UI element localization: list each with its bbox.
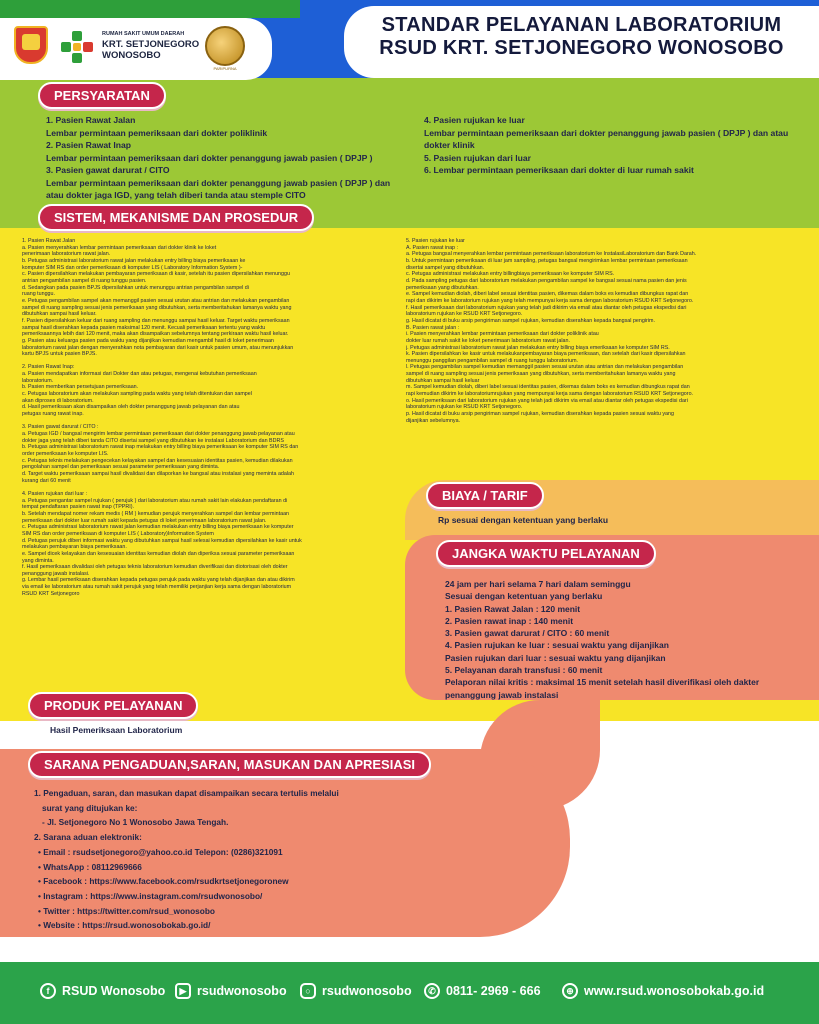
text-line: [22, 358, 400, 365]
text-line: j. Petugas administrasi laboratorium rawat jalan melakukan entry billing biaya emeriksaan ke komputer SIM RS.: [406, 344, 670, 351]
sarana-bullet-item[interactable]: [34, 860, 339, 875]
sarana-line: surat yang ditujukan ke:: [42, 802, 138, 813]
crest-emblem: [22, 34, 40, 50]
youtube-icon: ▶: [175, 983, 191, 999]
sarana-bullet-item[interactable]: [34, 904, 339, 919]
text-line: sampel di ruang sampling sesuai jenis pemeriksaan yang dibutuhkan, serta memberitahukan lamanya waktu yang: [406, 371, 676, 378]
text-line: SIM RS dan order pemeriksaan di komputer LIS ( Laboratory)Information System: [22, 530, 214, 537]
accreditation-medal-icon: [205, 26, 245, 66]
text-line: f. Hasil pemeriksaan divalidasi oleh petugas teknis laboratorium kemudian diverifikasi dan diotorisasi oleh dokter: [22, 564, 288, 571]
text-line: pemeriksaan yang dibutuhkan.: [406, 284, 479, 291]
text-line: atau dokter jaga IGD, yang telah diberi tanda atau stemple CITO: [46, 190, 306, 200]
bullet-icon: •: [38, 846, 44, 857]
text-line: b. Petugas administrasi laboratorium rawat inap melakukan entry billing biaya pemeriksaan ke komputer SIM RS dan: [22, 444, 299, 451]
bullet-icon: •: [38, 861, 44, 872]
sarana-bullet-text: WhatsApp : 08112969666: [43, 861, 142, 872]
text-line: disertai sampel yang dibutuhkan.: [406, 264, 485, 271]
text-line: B. Pasien rawat jalan :: [406, 324, 460, 331]
text-line: 4. Pasien rujukan ke luar: [424, 115, 525, 125]
text-line: order pemeriksaan ke komputer LIS.: [22, 451, 109, 457]
persyaratan-heading: PERSYARATAN: [38, 82, 166, 109]
text-line: dijanjikan sebelumnya.: [406, 417, 461, 424]
footer-whatsapp[interactable]: [424, 983, 541, 999]
sistem-left-column: [22, 238, 400, 597]
footer-facebook[interactable]: [40, 983, 165, 999]
text-line: 5. Pelayanan darah transfusi : 60 menit: [445, 665, 603, 676]
text-line: f. Hasil pemeriksaan dari laboratorium rujukan yang telah jadi dikirim via email atau diantar oleh petugas ekspedisi dari: [406, 304, 687, 311]
header-green-accent: [0, 0, 300, 18]
page-title-line1: STANDAR PELAYANAN LABORATORIUM: [381, 14, 782, 36]
sarana-bullet-item[interactable]: [34, 845, 339, 860]
text-line: A. Pasien rawat inap :: [406, 244, 458, 251]
text-line: sampai hasil diserahkan kepada pasien maksimal 120 menit. Kecuali pemeriksaan tertentu yang waktu: [22, 324, 266, 331]
text-line: 1. Pasien Rawat Jalan: [22, 238, 76, 244]
text-line: petugas ruang rawat inap.: [22, 411, 84, 418]
bullet-icon: •: [38, 905, 44, 916]
text-line: g. Pasien atau keluarga pasien pada waktu yang dijanjikan kemudian mengambil hasil di loket penerimaan: [22, 337, 274, 344]
text-line: e. Sampel dicek kelayakan dan kesesuaian identitas kemudian diolah dan diperiksa sesuai parameter pemeriksaan: [22, 550, 295, 557]
text-line: 2. Pasien Rawat Inap: [46, 140, 132, 150]
jangka-waktu-list: [445, 578, 759, 701]
text-line: a. Petugas pengantar sampel rujukan ( perujuk ) dari laboratorium atau rumah sakit lain elakukan pendaftaran di: [22, 497, 288, 504]
text-line: e. Sampel kemudian diolah, diberi label sesuai identitas pasien, dikemas dalam boks es kemudian dibungkus rapat dan: [406, 291, 689, 298]
text-line: d. Hasil pemeriksaan akan disampaikan oleh dokter penanggung jawab pelayanan dan atau: [22, 404, 240, 411]
text-line: c. Petugas administrasi laboratorium rawat jalan kemudian melakukan entry billing biaya pemeriksaan ke komputer: [22, 524, 294, 531]
hospital-name-line1: KRT. SETJONEGORO: [102, 39, 200, 50]
text-line: pengolahan sampel dan pemeriksaan sesuai parameter pemeriksaan yang diminta.: [22, 464, 220, 471]
text-line: dibutuhkan sampai hasil keluar: [406, 377, 480, 384]
text-line: f. Pasien dipersilahkan keluar dari ruang sampling dan menunggu sampai hasil keluar. Target waktu pemeriksaan: [22, 317, 290, 324]
text-line: o. Hasil pemeriksaan dari laboratorium rujukan yang telah jadi dikirim via email atau diantar oleh petugas ekspedisi dari: [406, 397, 688, 404]
text-line: Lembar permintaan pemeriksaan dari dokter penanggung jawab pasien ( DPJP ): [46, 152, 373, 163]
hospital-caption: RUMAH SAKIT UMUM DAERAH: [102, 31, 185, 37]
sarana-bullet-item[interactable]: [34, 874, 339, 889]
text-line: pemeriksaannya lebih dari 120 menit, maka akan disampaikan sebelumnya tentang perkiraan waktu hasil keluar.: [22, 331, 289, 338]
text-line: 6. Lembar permintaan pemeriksaan dari dokter di luar rumah sakit: [424, 165, 694, 175]
text-line: 3. Pasien gawat darurat / CITO: [46, 165, 170, 175]
hospital-name-line2: WONOSOBO: [102, 50, 161, 61]
text-line: tempat pendaftaran pasien rawat inap (TPPRI).: [22, 504, 134, 511]
instagram-icon: ○: [300, 983, 316, 999]
text-line: kartu BPJS untuk pasien BPJS.: [22, 351, 97, 358]
text-line: via email ke laboratorium atau rumah sakit perujuk yang telah memiliki perjanjian kerja sama dengan laboratorium: [22, 584, 292, 591]
footer-website-label: www.rsud.wonosobokab.go.id: [584, 984, 765, 998]
text-line: c. Pasien dipersilahkan melakukan pembayaran pemeriksaan di kasir, setelah itu pasien dipersilahkan menunggu: [22, 271, 290, 278]
text-line: [22, 484, 400, 491]
globe-icon: ⊕: [562, 983, 578, 999]
persyaratan-right-list: [424, 114, 788, 177]
text-line: [22, 418, 400, 425]
text-line: penanggung jawab instalasi.: [22, 570, 90, 577]
text-line: akan diproses di laboratorium.: [22, 397, 94, 404]
text-line: 24 jam per hari selama 7 hari dalam seminggu: [445, 579, 631, 589]
sarana-heading: SARANA PENGADUAN,SARAN, MASUKAN DAN APRESIASI: [28, 751, 431, 778]
text-line: dokter luar rumah sakit ke loket penerimaan laboratorium rawat jalan.: [406, 337, 570, 344]
text-line: b. Pasien memberikan persetujuan pemeriksaan.: [22, 384, 139, 391]
text-line: rapi dan dikirim ke laboratorium rujukan yang telah mempunyai kerja sama dengan laboratorium RSUD KRT Setjonegoro.: [406, 297, 694, 304]
text-line: yang diminta.: [22, 557, 54, 564]
whatsapp-icon: ✆: [424, 983, 440, 999]
text-line: laboratorium rujukan ke RSUD KRT Setjonegoro.: [406, 311, 523, 318]
bullet-icon: •: [38, 890, 44, 901]
text-line: c. Petugas administrasi melakukan entry billingbiaya pemeriksaan ke komputer SIM RS.: [406, 271, 615, 278]
text-line: c. Petugas teknis melakukan pengecekan kelayakan sampel dan kesesuaian identitas pasien, kemudian dilakukan: [22, 457, 293, 464]
text-line: b. Setelah mendapat nomer rekam medis ( RM ) kemudian perujuk menyerahkan sampel dan lembar permintaan: [22, 510, 290, 517]
text-line: 1. Pasien Rawat Jalan: [46, 115, 136, 125]
sarana-bullet-list: [34, 845, 339, 933]
text-line: a. Pasien mendapatkan informasi dari Dokter dan atau petugas, mengenai kebutuhan pemeriksaan: [22, 371, 257, 378]
text-line: d. Pada sampling petugas dari laboratorium melakukan pengambilan sampel ke bangsal sesuai nama pasien dan jenis: [406, 277, 687, 284]
footer-youtube-label: rsudwonosobo: [197, 984, 287, 998]
biaya-heading: BIAYA / TARIF: [426, 482, 544, 509]
sarana-line: 1. Pengaduan, saran, dan masukan dapat disampaikan secara tertulis melalui: [34, 788, 339, 798]
text-line: d. Sedangkan pada pasien BPJS dipersilahkan untuk menunggu antrian pengambilan sampel di: [22, 284, 249, 291]
footer-youtube[interactable]: [175, 983, 287, 999]
sarana-bullet-text: Website : https://rsud.wonosobokab.go.id/: [43, 920, 211, 931]
text-line: a. Pasien menyerahkan lembar permintaan pemeriksaan dari dokter klinik ke loket: [22, 244, 217, 251]
sarana-bullet-text: Instagram : https://www.instagram.com/rsudwonosobo/: [43, 890, 263, 901]
text-line: penanggung jawab instalasi: [445, 689, 559, 700]
text-line: d. Target waktu pemeriksaan sampai hasil divalidasi dan dilaporkan ke bangsal atau instalasi yang meminta adalah: [22, 470, 294, 477]
text-line: 2. Pasien Rawat Inap:: [22, 364, 75, 371]
text-line: menunggu panggilan pengambilan sampel di ruang tunggu laboratorium.: [406, 357, 579, 364]
text-line: ruang tunggu.: [22, 291, 55, 298]
page-title-line2: RSUD KRT. SETJONEGORO WONOSOBO: [379, 37, 784, 59]
text-line: a. Petugas bangsal menyerahkan lembar permintaan pemeriksaan laboratorium ke InstalasiLaboratorium dan Bank Darah.: [406, 251, 697, 258]
hospital-cross-logo-icon: [60, 30, 94, 64]
text-line: b. Untuk permintaan pemeriksaan di luar jam sampling, petugas bangsal mengirimkan lembar permintaan pemeriksaan: [406, 257, 688, 264]
footer-facebook-label: RSUD Wonosobo: [62, 984, 166, 998]
text-line: g. Hasil dicatat di buku arsip pengiriman sampel rujukan, kemudian diserahkan kepada bangsal pengirim.: [406, 317, 655, 324]
text-line: g. Lembar hasil pemeriksaan diserahkan kepada petugas perujuk pada waktu yang telah dijanjikan dan atau dikirim: [22, 577, 295, 584]
text-line: RSUD KRT Setjonegoro: [22, 590, 80, 597]
text-line: 4. Pasien rujukan ke luar : sesuai waktu yang dijanjikan: [445, 640, 669, 651]
text-line: penerimaan laboratorium rawat jalan.: [22, 251, 111, 258]
sarana-bullet-item[interactable]: [34, 918, 339, 933]
footer-instagram[interactable]: [300, 983, 412, 999]
text-line: k. Pasien dipersilahkan ke kasir untuk melakukanpembayaran biaya pemeriksaan, dan setelah dari kasir dipersilahkan: [406, 351, 686, 358]
bullet-icon: •: [38, 920, 44, 931]
text-line: b. Petugas administrasi laboratorium rawat jalan melakukan entry billing biaya pemeriksaan ke: [22, 257, 246, 264]
text-line: Pelaporan nilai kritis : maksimal 15 menit setelah hasil diverifikasi oleh dakter: [445, 677, 760, 688]
text-line: m. Sampel kemudian diolah, diberi label sesuai identitas pasien, dikemas dalam boks es kemudian dibungkus rapat dan: [406, 384, 690, 391]
text-line: p. Hasil dicatat di buku arsip pengiriman sampel rujukan, kemudian diserahkan kepada pasien sesuai waktu yang: [406, 411, 674, 418]
text-line: 3. Pasien gawat darurat / CITO : 60 menit: [445, 628, 610, 639]
footer-whatsapp-label: 0811- 2969 - 666: [446, 984, 541, 998]
sarana-bullet-text: Twitter : https://twitter.com/rsud_wonosobo: [43, 905, 215, 916]
text-line: a. Petugas IGD / bangsal mengirim lembar permintaan pemeriksaan dari dokter penanggung jawab pelayanan atau: [22, 431, 295, 438]
text-line: l. Petugas pengambilan sampel kemudian memanggil pasien sesuai urutan atau antrian dan melakukan pengambilan: [406, 364, 684, 371]
text-line: 4. Pasien rujukan dari luar :: [22, 490, 88, 497]
text-line: dokter jaga yang telah diberi tanda CITO disertai sampel yang dibutuhkan ke instalasi Laboratorium dan BDRS: [22, 437, 284, 444]
text-line: 3. Pasien gawat darurat / CITO :: [22, 424, 99, 431]
sarana-content: [34, 786, 339, 933]
text-line: Lembar permintaan pemeriksaan dari dokter poliklinik: [46, 127, 268, 138]
text-line: komputer SIM RS dan order pemeriksaan di komputer LIS ( Laboratory Information System )-: [22, 264, 243, 271]
text-line: rapi kemudian dikirim ke laboratoriumrujukan yang mempunyai kerja sama dengan laboratorium RSUD KRT Setjonegoro.: [406, 391, 694, 398]
text-line: dokter klinik: [424, 140, 475, 150]
text-line: pemeriksaan dari dokter luar rumah sakit kepada petugas di loket penerimaan laboratorium rawat jalan.: [22, 517, 267, 524]
text-line: 1. Pasien Rawat Jalan : 120 menit: [445, 603, 581, 614]
produk-heading: PRODUK PELAYANAN: [28, 692, 198, 719]
sarana-bullet-text: Facebook : https://www.facebook.com/rsudkrtsetjonegoronew: [43, 876, 289, 887]
text-line: dibutuhkan sampai hasil keluar.: [22, 311, 97, 318]
text-line: Pasien rujukan dari luar : sesuai waktu yang dijanjikan: [445, 652, 666, 663]
text-line: antrian pengambilan sampel di ruang tunggu pasien.: [22, 277, 147, 284]
sarana-address: - Jl. Setjonegoro No 1 Wonosobo Jawa Tengah.: [42, 817, 229, 828]
biaya-text: Rp sesuai dengan ketentuan yang berlaku: [438, 515, 609, 525]
text-line: kurang dari 60 menit: [22, 477, 71, 484]
jangka-waktu-heading: JANGKA WAKTU PELAYANAN: [436, 540, 656, 567]
text-line: 5. Pasien rujukan ke luar: [406, 238, 465, 244]
text-line: laboratorium.: [22, 377, 54, 384]
persyaratan-left-list: [46, 114, 390, 202]
text-line: 5. Pasien rujukan dari luar: [424, 152, 531, 163]
text-line: e. Petugas pengambilan sampel akan memanggil pasien sesuai urutan atau antrian dan melakukan pengambilan: [22, 297, 290, 304]
sistem-right-column: [406, 238, 786, 424]
text-line: i. Pasien menyerahkan lembar permintaan pemeriksaan dari dokter poliklinik atau: [406, 331, 599, 338]
sarana-bullet-text: Email : rsudsetjonegoro@yahoo.co.id Telepon: (0286)321091: [43, 846, 283, 857]
facebook-icon: f: [40, 983, 56, 999]
sarana-line: 2. Sarana aduan elektronik:: [34, 832, 142, 843]
text-line: laboratorium rawat jalan dengan menyerahkan nota pembayaran dari kasir untuk pasien umum, atau menunjukkan: [22, 344, 294, 351]
text-line: 2. Pasien rawat inap : 140 menit: [445, 615, 574, 626]
text-line: Lembar permintaan pemeriksaan dari dokter penanggung jawab pasien ( DPJP ) dan atau: [424, 127, 789, 138]
text-line: melakukan pembayaran biaya pemeriksaan.: [22, 544, 127, 551]
sarana-bullet-item[interactable]: [34, 889, 339, 904]
footer-instagram-label: rsudwonosobo: [322, 984, 412, 998]
footer-website[interactable]: [562, 983, 764, 999]
sistem-heading: SISTEM, MEKANISME DAN PROSEDUR: [38, 204, 314, 231]
medal-caption: PARIPURNA: [213, 66, 237, 71]
text-line: laboratorium rujukan ke RSUD KRT Setjonegoro.: [406, 404, 523, 411]
text-line: Sesuai dengan ketentuan yang berlaku: [445, 591, 603, 602]
bullet-icon: •: [38, 876, 44, 887]
text-line: d. Petugas perujuk diberi informasi waktu yang dibutuhkan sampai hasil selesai kemudian dipersilahkan ke kasir untuk: [22, 537, 302, 544]
text-line: c. Petugas laboratorium akan melakukan sampling pada waktu yang telah ditentukan dan sampel: [22, 391, 252, 398]
produk-text: Hasil Pemeriksaan Laboratorium: [50, 725, 183, 735]
text-line: Lembar permintaan pemeriksaan dari dokter penanggung jawab pasien ( DPJP ) dan: [46, 177, 391, 188]
text-line: sampel di ruang sampling sesuai jenis pemeriksaan yang dibutuhkan, serta memberitahukan lamanya waktu yang: [22, 304, 292, 311]
